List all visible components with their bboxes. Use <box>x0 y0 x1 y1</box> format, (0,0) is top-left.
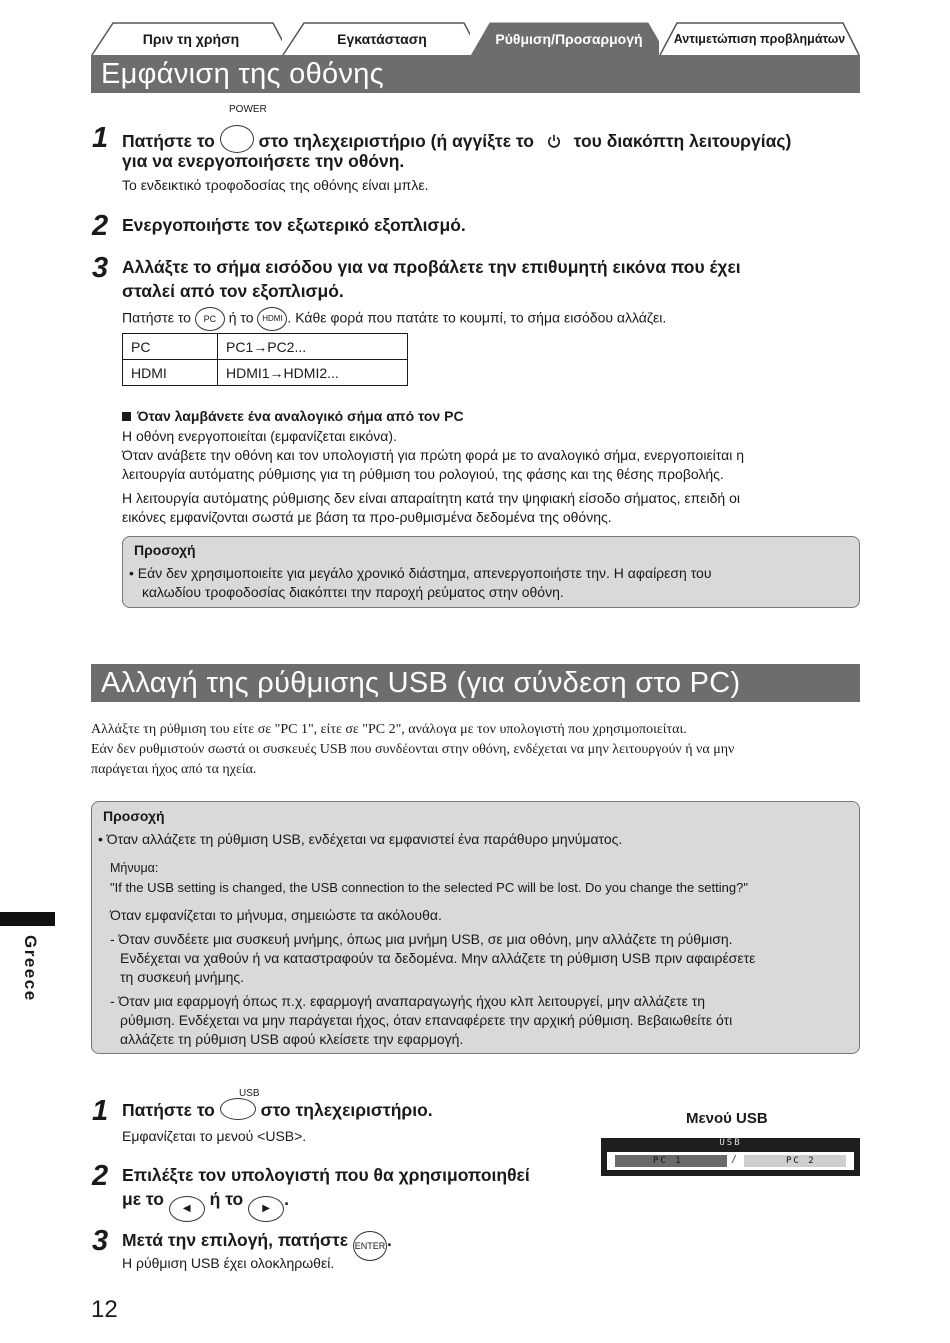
tab-label: Αντιμετώπιση προβλημάτων <box>673 32 846 46</box>
step1-text-line2: για να ενεργοποιήσετε την οθόνη. <box>122 151 405 171</box>
square-bullet-icon <box>122 412 131 421</box>
usb-option-pc2: PC 2 <box>744 1155 846 1167</box>
usb-option-separator: / <box>731 1154 738 1165</box>
message-text: "If the USB setting is changed, the USB connection to the selected PC will be lost. Do you change the setting?" <box>110 880 748 895</box>
usb-step2-line2 <box>122 1187 289 1222</box>
step-text-part: Πατήστε το <box>122 1100 215 1120</box>
step-text-part: . <box>284 1189 289 1209</box>
tab-label: Ρύθμιση/Προσαρμογή <box>495 31 643 47</box>
intro-line: παράγεται ήχος από τα ηχεία. <box>91 762 257 777</box>
section-title-text: Αλλαγή της ρύθμισης USB (για σύνδεση στο PC) <box>101 666 741 699</box>
power-switch-icon <box>547 134 561 148</box>
step-text-part: στο τηλεχειριστήριο (ή αγγίξτε το <box>258 131 534 151</box>
step-text-part: Μετά την επιλογή, πατήστε <box>122 1230 349 1250</box>
caution-line: Ενδέχεται να χαθούν ή να καταστραφούν τα δεδομένα. Μην αλλάζετε τη ρύθμιση USB πριν αφαιρέσετε <box>120 950 756 966</box>
caution-line: Όταν εμφανίζεται το μήνυμα, σημειώστε τα ακόλουθα. <box>110 907 442 923</box>
tab-troubleshooting[interactable] <box>659 22 860 56</box>
tab-settings-adjustment[interactable] <box>470 22 668 56</box>
usb-button-icon <box>220 1098 256 1120</box>
usb-option-pc1: PC 1 <box>615 1155 727 1167</box>
step-text-part: . <box>386 1230 392 1250</box>
note-part: Πατήστε το <box>122 309 191 326</box>
message-label: Μήνυμα: <box>110 861 159 875</box>
step1-note: Το ενδεικτικό τροφοδοσίας της οθόνης είναι μπλε. <box>122 177 429 193</box>
step3-text-line1: Αλλάξτε το σήμα εισόδου για να προβάλετε την επιθυμητή εικόνα που έχει <box>122 257 741 277</box>
page-number: 12 <box>91 1296 118 1323</box>
step-number: 2 <box>92 210 109 242</box>
analog-line: Όταν ανάβετε την οθόνη και τον υπολογιστή για πρώτη φορά με το αναλογικό σήμα, ενεργοποιείται η <box>122 447 745 463</box>
usb-step1-note: Εμφανίζεται το μενού <USB>. <box>122 1128 307 1144</box>
usb-menu-caption: Μενού USB <box>686 1110 768 1127</box>
table-row <box>123 360 408 386</box>
caution-line: - Όταν συνδέετε μια συσκευή μνήμης, όπως μια μνήμη USB, σε μια οθόνη, μην αλλάζετε τη ρύθμιση. <box>110 931 733 947</box>
step-number: 3 <box>92 252 109 284</box>
step3-text-line2: σταλεί από τον εξοπλισμό. <box>122 281 344 301</box>
pc-button-icon: PC <box>195 307 225 331</box>
analog-heading <box>122 407 464 426</box>
input-signal-table <box>122 333 408 386</box>
step-number: 1 <box>92 122 109 154</box>
intro-line: Αλλάξτε τη ρύθμιση του είτε σε "PC 1", είτε σε "PC 2", ανάλογα με τον υπολογιστή που χρησιμοποιείται. <box>91 722 687 737</box>
usb-menu-illustration <box>601 1138 860 1176</box>
step-number: 3 <box>92 1225 109 1257</box>
caution-line: καλωδίου τροφοδοσίας διακόπτει την παροχή ρεύματος στην οθόνη. <box>142 584 564 600</box>
table-cell: HDMI1→HDMI2... <box>218 360 408 386</box>
caution-line: ρύθμιση. Ενδέχεται να μην παράγεται ήχος, όταν επαναφέρετε την αρχική ρύθμιση. Βεβαιωθείτε ότι <box>120 1012 733 1028</box>
step2-text: Ενεργοποιήστε τον εξωτερικό εξοπλισμό. <box>122 215 466 235</box>
side-tab-label: Greece <box>21 935 40 1002</box>
step-text-part: στο τηλεχειριστήριο. <box>260 1100 433 1120</box>
caution-line: αλλάζετε τη ρύθμιση USB αφού κλείσετε την εφαρμογή. <box>120 1031 464 1047</box>
usb-step2-line1: Επιλέξτε τον υπολογιστή που θα χρησιμοποιηθεί <box>122 1165 530 1185</box>
power-button-label: POWER <box>229 104 267 115</box>
right-arrow-button-icon: ▶ <box>248 1196 284 1222</box>
enter-button-icon: ENTER <box>353 1231 387 1261</box>
intro-line: Εάν δεν ρυθμιστούν σωστά οι συσκευές USB που συνδέονται στην οθόνη, ενδέχεται να μην λειτουργούν ή να μην <box>91 742 735 757</box>
note-part: . Κάθε φορά που πατάτε το κουμπί, το σήμα εισόδου αλλάζει. <box>287 309 667 326</box>
caution-line: - Όταν μια εφαρμογή όπως π.χ. εφαρμογή αναπαραγωγής ήχου κλπ λειτουργεί, μην αλλάζετε τη <box>110 993 706 1009</box>
step-number: 1 <box>92 1095 109 1127</box>
tab-label: Εγκατάσταση <box>337 31 427 47</box>
table-row <box>123 334 408 360</box>
table-cell: PC <box>123 334 218 360</box>
section-title-text: Εμφάνιση της οθόνης <box>101 57 384 90</box>
step3-note <box>122 307 666 331</box>
usb-button-label: USB <box>239 1088 260 1099</box>
section-title-usb <box>91 664 860 702</box>
caution-title: Προσοχή <box>134 542 196 558</box>
step-text-part: με το <box>122 1189 164 1209</box>
step-number: 2 <box>92 1160 109 1192</box>
left-arrow-button-icon: ◀ <box>169 1196 205 1222</box>
usb-step3-note: Η ρύθμιση USB έχει ολοκληρωθεί. <box>122 1255 335 1271</box>
analog-line: λειτουργία αυτόματης ρύθμισης για τη ρύθμιση του ρολογιού, της φάσης και της θέσης προβολής. <box>122 466 724 482</box>
tab-installation[interactable] <box>282 22 482 56</box>
table-cell: HDMI <box>123 360 218 386</box>
usb-menu-options <box>607 1152 854 1170</box>
caution-box <box>91 801 860 1054</box>
caution-line: τη συσκευή μνήμης. <box>120 969 245 985</box>
digital-line: εικόνες εμφανίζονται σωστά με βάση τα προ-ρυθμισμένα δεδομένα της οθόνης. <box>122 509 612 525</box>
caution-line: • Εάν δεν χρησιμοποιείτε για μεγάλο χρονικό διάστημα, απενεργοποιήστε την. Η αφαίρεση του <box>129 565 712 581</box>
usb-step1-text <box>122 1098 433 1122</box>
hdmi-button-icon: HDMI <box>257 307 287 331</box>
digital-line: Η λειτουργία αυτόματης ρύθμισης δεν είναι απαραίτητη κατά την ψηφιακή είσοδο σήματος, επειδή οι <box>122 490 740 506</box>
section-title-display <box>91 55 860 93</box>
caution-line: • Όταν αλλάζετε τη ρύθμιση USB, ενδέχεται να εμφανιστεί ένα παράθυρο μηνύματος. <box>98 831 623 847</box>
tab-before-use[interactable] <box>91 22 291 56</box>
tab-label: Πριν τη χρήση <box>142 31 240 47</box>
note-part: ή το <box>228 309 254 326</box>
usb-menu-header: USB <box>719 1138 742 1148</box>
heading-text: Όταν λαμβάνετε ένα αναλογικό σήμα από τον PC <box>137 408 464 424</box>
step-text-part: Πατήστε το <box>122 131 215 151</box>
caution-title: Προσοχή <box>103 808 165 824</box>
step-text-part: του διακόπτη λειτουργίας) <box>573 131 792 151</box>
table-cell: PC1→PC2... <box>218 334 408 360</box>
caution-box <box>122 536 860 608</box>
analog-line: Η οθόνη ενεργοποιείται (εμφανίζεται εικόνα). <box>122 428 397 444</box>
side-tab-bar <box>0 912 55 926</box>
step-text-part: ή το <box>209 1189 244 1209</box>
